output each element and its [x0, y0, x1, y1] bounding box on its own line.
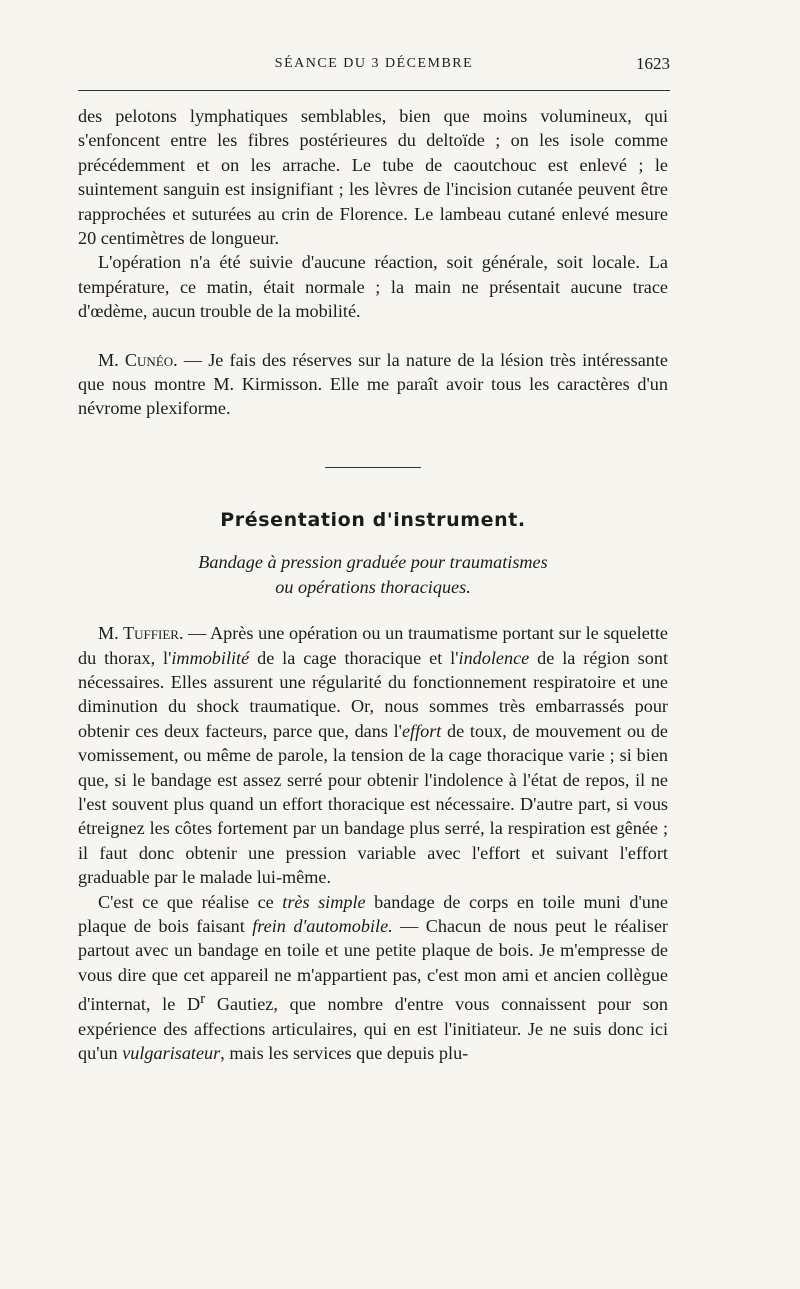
bandage-text-3: — Chacun de nous peut le réaliser partout avec un bandage en toile et une petite plaque de bois. Je m'empresse de vous dire que cet appareil ne m'appartient pas, c'est mon ami et ancien collègue d'internat, le D — [78, 915, 668, 1015]
tuffier-text-1: — Après une opération ou un traumatisme portant sur le squelette du thorax, l' — [78, 623, 668, 668]
bandage-text-5: , mais les services que depuis plu- — [220, 1043, 469, 1064]
section-separator — [325, 467, 421, 468]
subtitle-line-1: Bandage à pression graduée pour traumatismes — [198, 552, 548, 573]
bandage-text-1: C'est ce que réalise ce — [98, 891, 283, 912]
bandage-text-4: Gautiez, que nombre d'entre vous connaissent pour son expérience des affections articulaires, qui en est l'initiateur. Je ne suis donc ici qu'un — [78, 994, 668, 1064]
section-subtitle — [78, 550, 668, 599]
emphasis-effort: effort — [401, 720, 442, 741]
speaker-cuneo: M. Cunéo. — [98, 349, 178, 370]
paragraph-cuneo — [78, 348, 668, 421]
cuneo-text: — Je fais des réserves sur la nature de la lésion très intéressante que nous montre M. Kirmisson. Elle me paraît avoir tous les caractères d'un névrome plexiforme. — [78, 349, 668, 419]
page-header — [78, 56, 670, 80]
header-rule — [78, 90, 670, 91]
running-title: SÉANCE DU 3 DÉCEMBRE — [274, 56, 474, 71]
paragraph-bandage — [78, 890, 668, 1066]
superscript-r: r — [200, 990, 206, 1008]
subtitle-line-2: ou opérations thoraciques. — [275, 576, 471, 597]
tuffier-text-3: de la région sont nécessaires. Elles assurent une régularité du fonctionnement respiratoire et une diminution du shock traumatique. Or, nous sommes très embarrassés pour obtenir ces deux facteurs, parce que, dans l' — [78, 647, 668, 741]
emphasis-immobilite: immobilité — [171, 647, 250, 668]
emphasis-frein: frein d'automobile. — [252, 915, 393, 936]
section-title: Présentation d'instrument. — [220, 508, 526, 531]
page-body — [78, 104, 668, 1065]
bandage-text-2: bandage de corps en toile muni d'une plaque de bois faisant — [78, 891, 668, 936]
speaker-tuffier: M. Tuffier. — [98, 623, 184, 644]
emphasis-tres-simple: très simple — [282, 891, 366, 912]
page-number: 1623 — [636, 54, 670, 73]
tuffier-text-2: de la cage thoracique et l' — [249, 647, 459, 668]
emphasis-vulgarisateur: vulgarisateur — [122, 1043, 221, 1064]
emphasis-indolence: indolence — [458, 647, 530, 668]
tuffier-text-4: de toux, de mouvement ou de vomissement, ou même de parole, la tension de la cage thoracique varie ; si bien que, si le bandage est assez serré pour obtenir l'indolence à l'état de repos, il ne l'est souvent plus quand un effort thoracique est nécessaire. D'autre part, si vous étreignez les côtes fortement par un bandage plus serré, la respiration est gênée ; il faut donc obtenir une pression variable avec l'effort et suivant l'effort graduable par le malade lui-même. — [78, 720, 668, 888]
paragraph-tuffier — [78, 621, 668, 889]
paragraph-operation-outcome: L'opération n'a été suivie d'aucune réaction, soit générale, soit locale. La température, ce matin, était normale ; la main ne présentait aucune trace d'œdème, aucun trouble de la mobilité. — [78, 252, 668, 322]
paragraph-continuation: des pelotons lymphatiques semblables, bien que moins volumineux, qui s'enfoncent entre les fibres postérieures du deltoïde ; on les isole comme précédemment et on les arrache. Le tube de caoutchouc est enlevé ; le suintement sanguin est insignifiant ; les lèvres de l'incision cutanée peuvent être rapprochées et suturées au crin de Florence. Le lambeau cutané enlevé mesure 20 centimètres de longueur. — [78, 106, 668, 249]
